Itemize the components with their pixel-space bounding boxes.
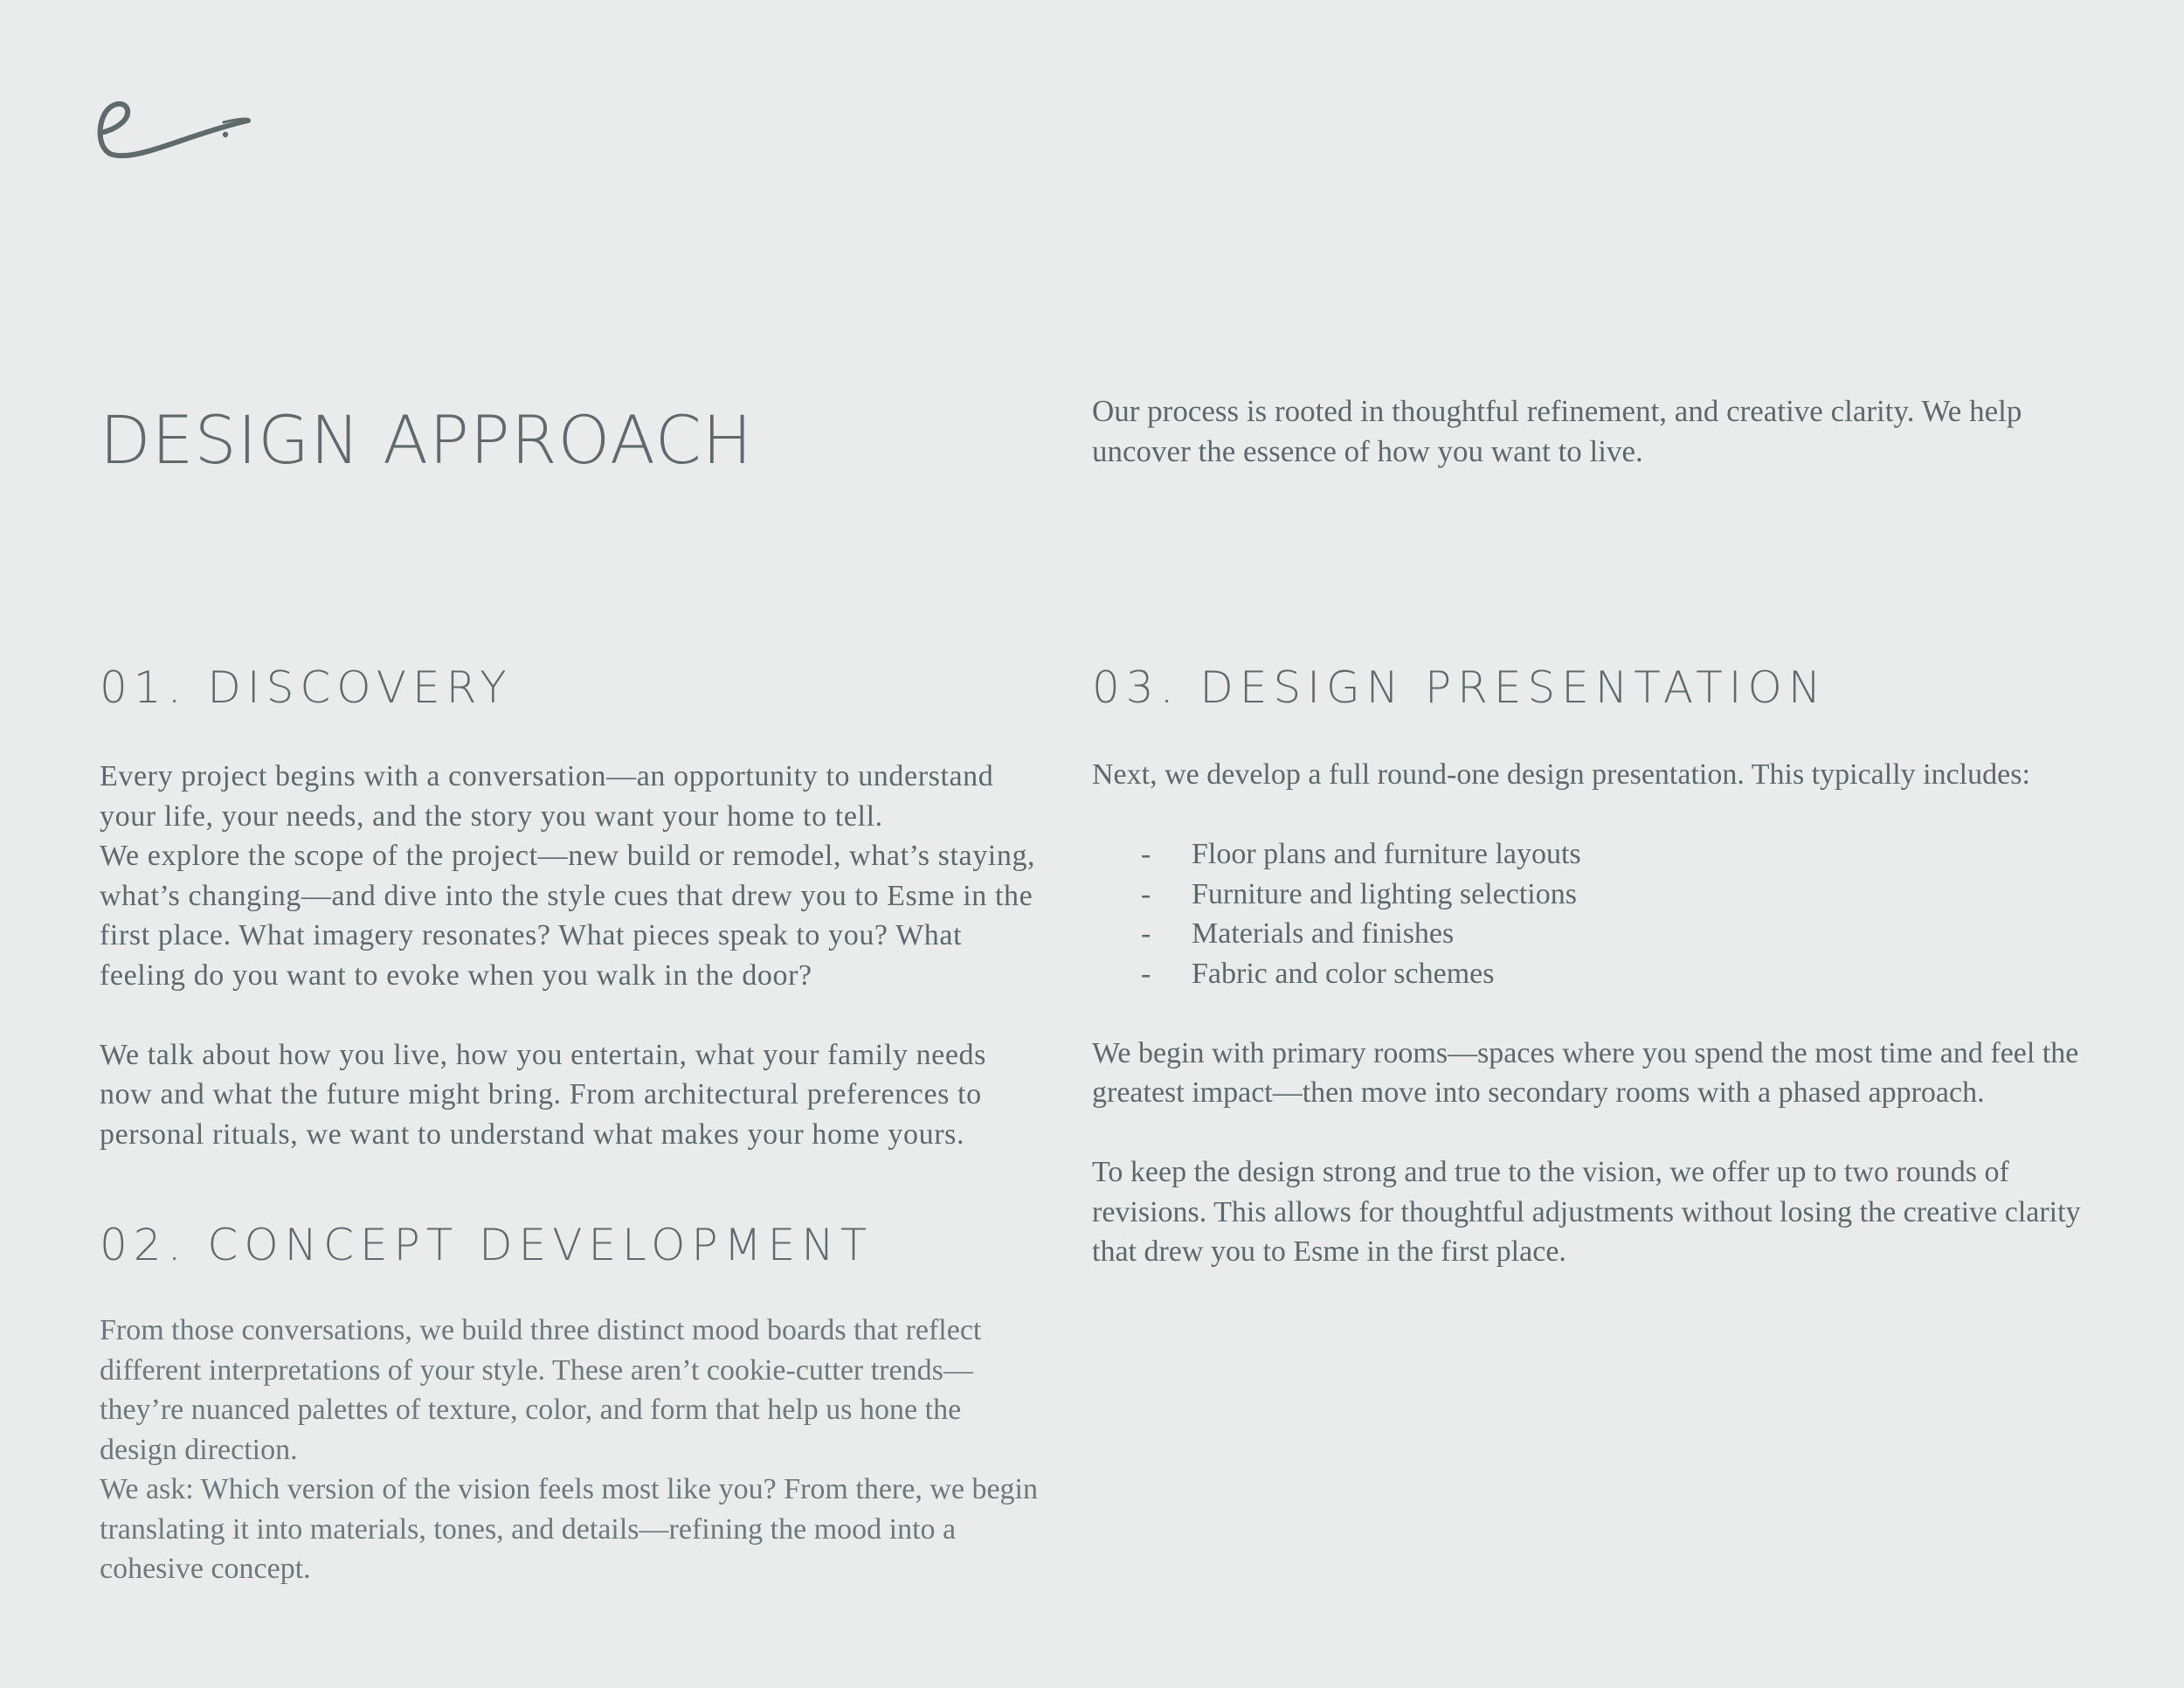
dash-bullet: - [1141, 917, 1151, 950]
presentation-paragraph: We begin with primary rooms—spaces where you spend the most time and feel the greatest impact—then move into secondary rooms with a phased approach. [1092, 1036, 2079, 1109]
concept-development-body [100, 1311, 1043, 1589]
list-item [1141, 954, 2114, 994]
list-item [1141, 875, 2114, 915]
intro-text: Our process is rooted in thoughtful refinement, and creative clarity. We help uncover the essence of how you want to live. [1092, 394, 2022, 468]
concept-development-heading: 02. CONCEPT DEVELOPMENT [100, 1220, 874, 1270]
dash-bullet: - [1141, 838, 1151, 870]
dash-bullet: - [1141, 877, 1151, 910]
page-title: DESIGN APPROACH [100, 401, 753, 479]
design-presentation-heading: 03. DESIGN PRESENTATION [1092, 662, 1828, 713]
list-item [1141, 834, 2114, 875]
discovery-heading: 01. DISCOVERY [100, 662, 513, 713]
presentation-intro: Next, we develop a full round-one design presentation. This typically includes: [1092, 758, 2030, 791]
discovery-paragraph: Every project begins with a conversation—an opportunity to understand your life, your needs, and the story you want your home to tell. [100, 760, 994, 833]
concept-paragraph: We ask: Which version of the vision feels most like you? From there, we begin translating it into materials, tones, and details—refining the mood into a cohesive concept. [100, 1473, 1039, 1585]
discovery-paragraph: We talk about how you live, how you entertain, what your family needs now and what the future might bring. From architectural preferences to personal rituals, we want to understand what makes your home yours. [100, 1038, 986, 1151]
script-e-logo-icon [94, 94, 255, 163]
deliverables-list [1092, 834, 2114, 993]
discovery-paragraph: We explore the scope of the project—new build or remodel, what’s staying, what’s changing—and dive into the style cues that drew you to Esme in the first place. What imagery resonates? What pieces speak to you? What feeling do you want to evoke when you walk in the door? [100, 840, 1036, 992]
dash-bullet: - [1141, 957, 1151, 990]
concept-paragraph: From those conversations, we build three distinct mood boards that reflect different interpretations of your style. These aren’t cookie-cutter trends—they’re nuanced palettes of texture, color, and form that help us hone the design direction. [100, 1314, 982, 1466]
list-item-text: Fabric and color schemes [1192, 957, 1495, 990]
presentation-paragraph: To keep the design strong and true to the vision, we offer up to two rounds of revisions. This allows for thoughtful adjustments without losing the creative clarity that drew you to Esme in the first place. [1092, 1156, 2081, 1268]
list-item-text: Floor plans and furniture layouts [1192, 838, 1581, 870]
discovery-body [100, 757, 1043, 1154]
design-presentation-body [1092, 755, 2114, 1272]
list-item [1141, 914, 2114, 954]
list-item-text: Materials and finishes [1192, 917, 1455, 950]
list-item-text: Furniture and lighting selections [1192, 877, 1577, 910]
